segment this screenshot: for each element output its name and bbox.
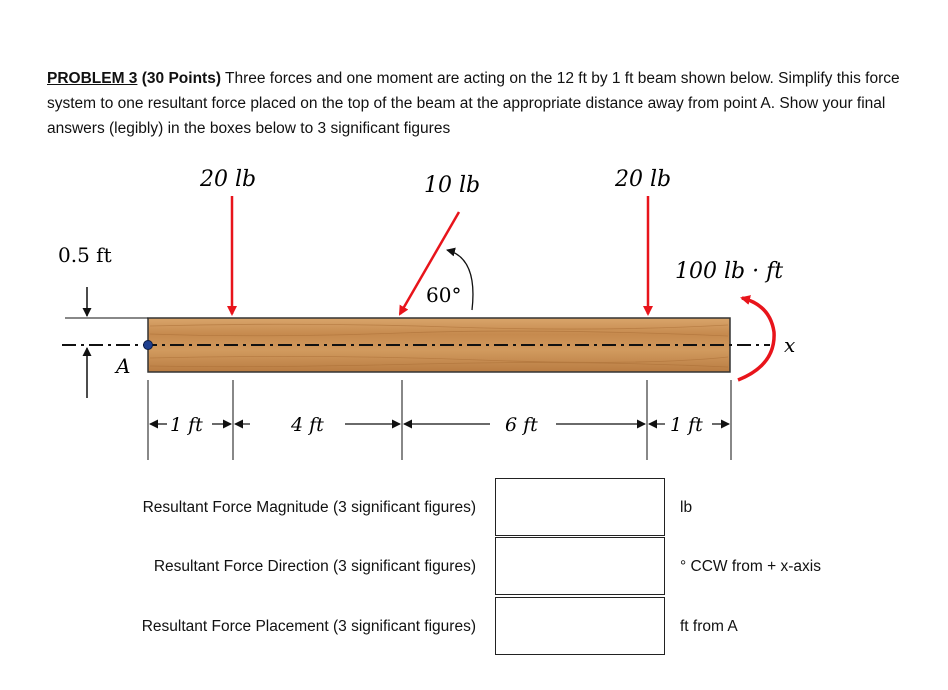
dim1-label: 1 ft bbox=[170, 414, 203, 436]
answer-label-magnitude: Resultant Force Magnitude (3 significant figures) bbox=[142, 499, 476, 516]
point-a-marker bbox=[144, 341, 153, 350]
height-label: 0.5 ft bbox=[58, 243, 112, 267]
dim4-label: 1 ft bbox=[670, 414, 703, 436]
point-a-label: A bbox=[116, 354, 131, 378]
force1-label: 20 lb bbox=[200, 167, 257, 192]
x-axis-label: x bbox=[784, 333, 796, 357]
force2-label: 10 lb bbox=[424, 173, 481, 198]
answer-label-placement: Resultant Force Placement (3 significant figures) bbox=[141, 618, 476, 635]
moment-label: 100 lb · ft bbox=[675, 259, 784, 284]
problem-points: (30 Points) bbox=[137, 70, 221, 87]
answer-box-placement[interactable] bbox=[495, 597, 665, 655]
answer-box-magnitude[interactable] bbox=[495, 478, 665, 536]
problem-heading: PROBLEM 3 bbox=[47, 70, 138, 87]
force3-label: 20 lb bbox=[615, 167, 672, 192]
dim3-label: 6 ft bbox=[505, 414, 538, 436]
unit-placement: ft from A bbox=[680, 618, 738, 635]
unit-magnitude: lb bbox=[680, 499, 693, 516]
dim2-label: 4 ft bbox=[291, 414, 324, 436]
moment-arrow bbox=[738, 298, 774, 380]
unit-direction: ° CCW from + x-axis bbox=[680, 558, 821, 575]
answer-box-direction[interactable] bbox=[495, 537, 665, 595]
problem-body: Three forces and one moment are acting on the 12 ft by 1 ft beam shown below. Simplify this force system to one resultant force placed on the top of the beam at the appropriate distance away from point A. Show your final answers (legibly) in the boxes below to 3 significant figures bbox=[47, 70, 900, 137]
answer-label-direction: Resultant Force Direction (3 significant figures) bbox=[153, 558, 476, 575]
angle-label: 60° bbox=[426, 283, 462, 307]
dimension-ticks bbox=[148, 380, 731, 460]
